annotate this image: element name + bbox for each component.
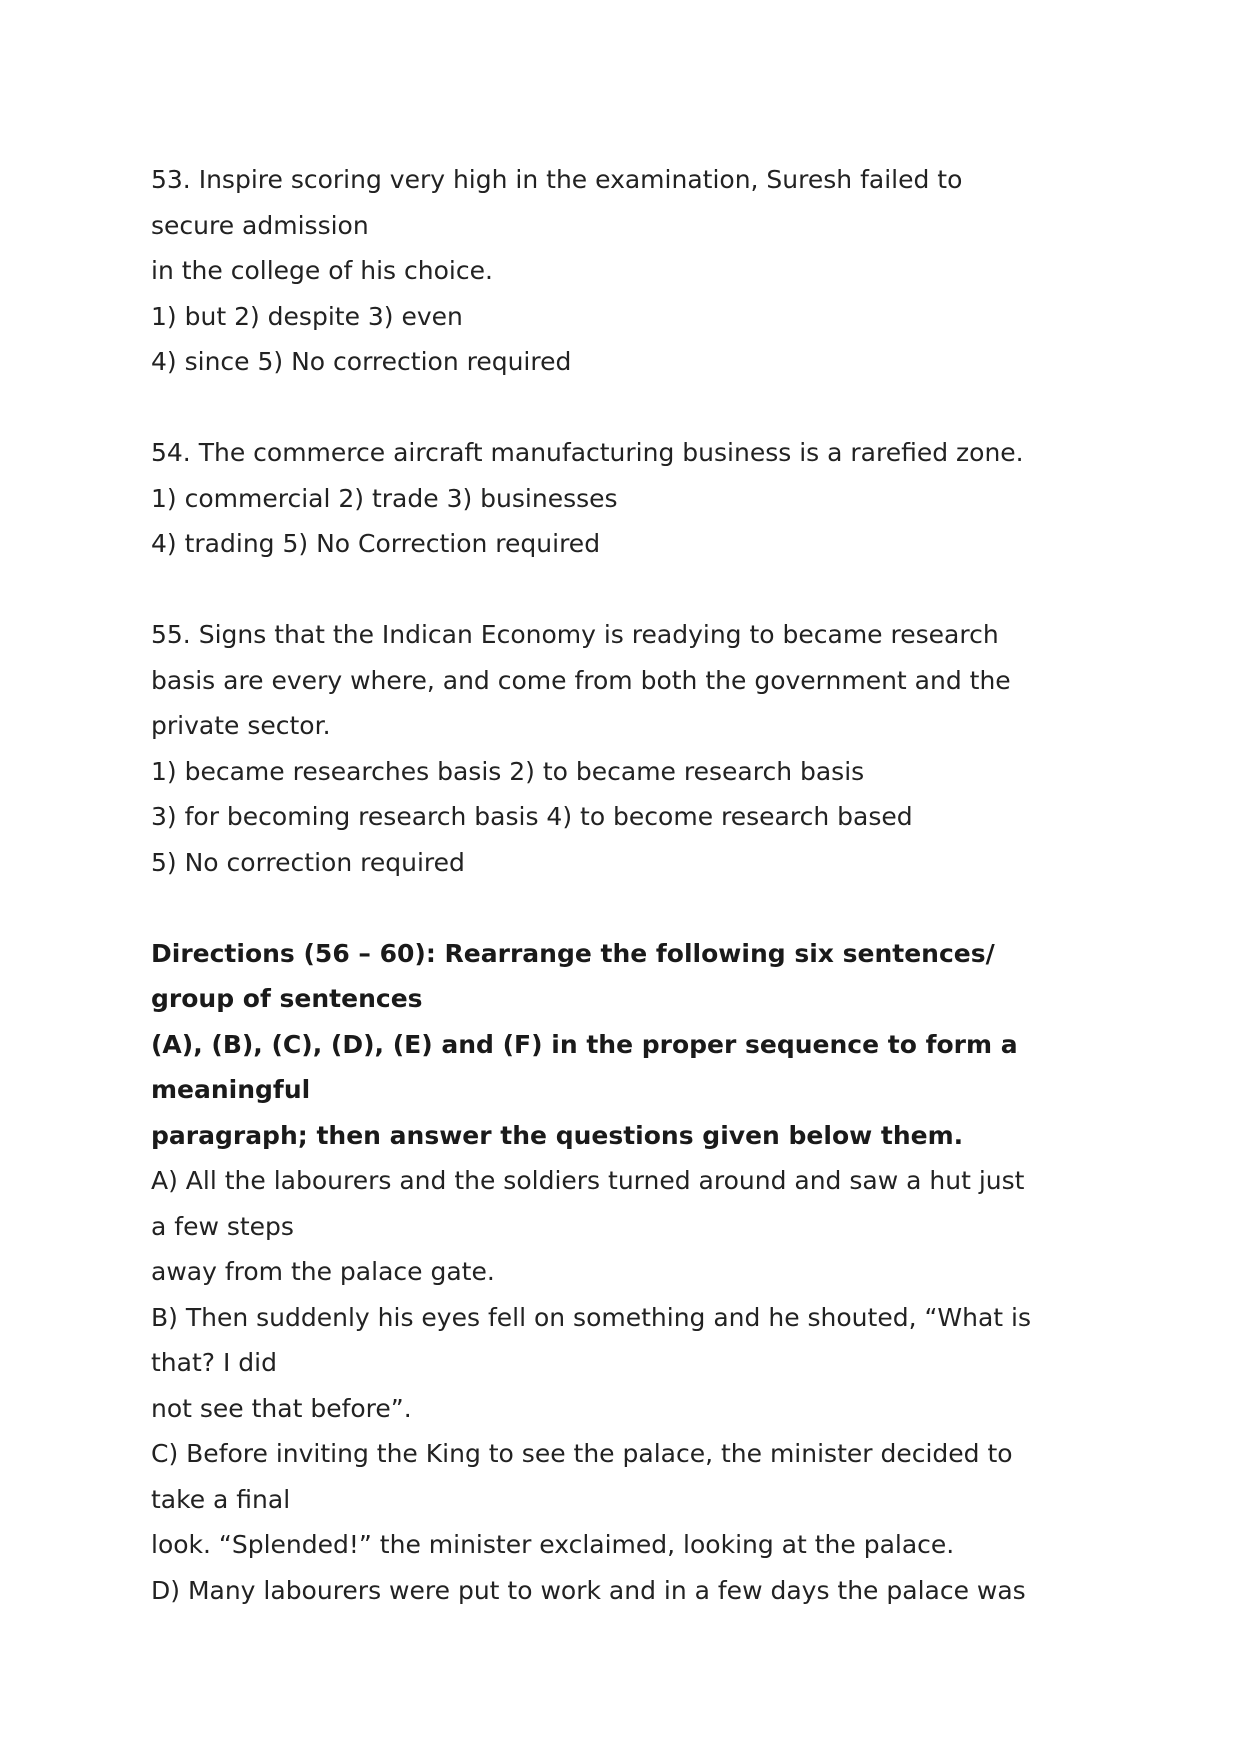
directions-text: meaningful [151, 1075, 311, 1104]
question-text: 53. Inspire scoring very high in the examination, Suresh failed to [151, 165, 963, 194]
sentence-b: that? I did [151, 1348, 277, 1377]
sentence-d: D) Many labourers were put to work and in a few days the palace was [151, 1575, 1026, 1605]
sentence-a: A) All the labourers and the soldiers turned around and saw a hut just [151, 1166, 1025, 1195]
directions-text: group of sentences [151, 984, 423, 1013]
directions-text: Directions (56 – 60): Rearrange the following six sentences/ [151, 938, 995, 968]
answer-options: 1) but 2) despite 3) even [151, 301, 463, 331]
document-page [151, 157, 1091, 1613]
question-53 [151, 157, 1091, 385]
question-54 [151, 430, 1091, 567]
directions-text: paragraph; then answer the questions given below them. [151, 1120, 964, 1150]
directions-text: (A), (B), (C), (D), (E) and (F) in the proper sequence to form a [151, 1029, 1018, 1059]
spacer [151, 385, 1091, 431]
spacer [151, 885, 1091, 931]
sentence-a: a few steps [151, 1211, 294, 1241]
answer-options: 1) commercial 2) trade 3) businesses [151, 483, 618, 513]
spacer [151, 567, 1091, 613]
sentence-b: not see that before”. [151, 1393, 412, 1423]
answer-options: 5) No correction required [151, 847, 465, 877]
sentence-b: B) Then suddenly his eyes fell on something and he shouted, “What is [151, 1302, 1032, 1332]
question-text: private sector. [151, 711, 331, 740]
directions-block [151, 931, 1091, 1159]
answer-options: 4) since 5) No correction required [151, 347, 572, 376]
question-text: secure admission [151, 210, 369, 240]
question-text: in the college of his choice. [151, 256, 493, 285]
sentence-c: C) Before inviting the King to see the palace, the minister decided to [151, 1439, 1013, 1468]
sentence-c: take a final [151, 1484, 291, 1514]
sentence-a: away from the palace gate. [151, 1257, 495, 1286]
question-55 [151, 612, 1091, 885]
question-text: 55. Signs that the Indican Economy is readying to became research [151, 620, 999, 649]
sentences-block [151, 1158, 1091, 1613]
sentence-c: look. “Splended!” the minister exclaimed, looking at the palace. [151, 1530, 955, 1559]
answer-options: 4) trading 5) No Correction required [151, 529, 601, 558]
question-text: basis are every where, and come from both the government and the [151, 665, 1011, 695]
question-text: 54. The commerce aircraft manufacturing business is a rarefied zone. [151, 438, 1024, 467]
answer-options: 3) for becoming research basis 4) to become research based [151, 802, 913, 831]
answer-options: 1) became researches basis 2) to became research basis [151, 756, 865, 786]
